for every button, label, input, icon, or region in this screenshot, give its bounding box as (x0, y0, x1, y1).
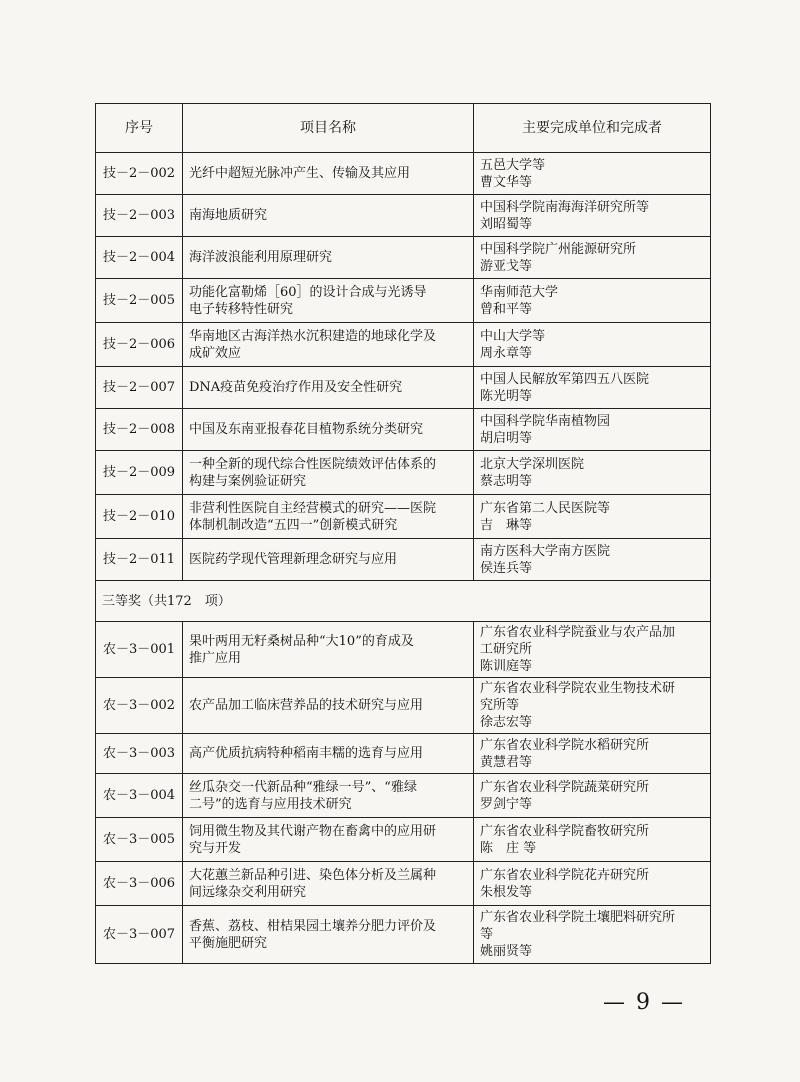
row-unit-and-authors (474, 279, 711, 323)
table-row (96, 539, 711, 581)
unit-line: 蔡志明等 (480, 473, 533, 489)
project-name-line: 成矿效应 (189, 345, 242, 361)
row-project-name (183, 279, 474, 323)
unit-line: 广东省第二人民医院等 (480, 500, 611, 516)
row-project-name (183, 774, 474, 818)
row-project-name (183, 678, 474, 734)
section-title: 三等奖（共172 项） (96, 581, 711, 622)
unit-line: 广东省农业科学院农业生物技术研 (480, 681, 676, 696)
table-row (96, 409, 711, 451)
row-project-name (183, 818, 474, 862)
row-unit-and-authors (474, 678, 711, 734)
unit-line: 南方医科大学南方医院 (480, 543, 611, 559)
table-row (96, 862, 711, 906)
section-row (96, 581, 711, 622)
row-serial: 技－2－010 (96, 495, 183, 539)
unit-line: 广东省农业科学院蔬菜研究所 (480, 779, 650, 795)
row-unit-and-authors (474, 195, 711, 237)
table-row (96, 367, 711, 409)
header-unit-and-authors: 主要完成单位和完成者 (474, 104, 711, 153)
unit-line: 究所等 (480, 698, 520, 713)
header-project-name: 项目名称 (183, 104, 474, 153)
row-serial: 技－2－003 (96, 195, 183, 237)
row-serial: 技－2－008 (96, 409, 183, 451)
table-row (96, 818, 711, 862)
project-name-line: 农产品加工临床营养品的技术研究与应用 (189, 698, 424, 713)
row-project-name (183, 734, 474, 774)
row-serial: 农－3－004 (96, 774, 183, 818)
unit-line: 黄慧君等 (480, 754, 533, 770)
project-name-line: 医院药学现代管理新理念研究与应用 (189, 552, 398, 567)
project-name-line: 体制机制改造“五四一”创新模式研究 (189, 517, 398, 533)
unit-line: 广东省农业科学院花卉研究所 (480, 867, 650, 883)
unit-line: 广东省农业科学院水稻研究所 (480, 737, 650, 753)
unit-line: 广东省农业科学院畜牧研究所 (480, 823, 650, 839)
unit-line: 陈 庄 等 (480, 840, 537, 856)
row-serial: 技－2－006 (96, 323, 183, 367)
row-project-name (183, 195, 474, 237)
project-name-line: 推广应用 (189, 650, 242, 666)
project-name-line: 香蕉、荔枝、柑桔果园土壤养分肥力评价及 (189, 918, 437, 934)
unit-line: 曾和平等 (480, 301, 533, 317)
row-serial: 农－3－006 (96, 862, 183, 906)
row-serial: 技－2－005 (96, 279, 183, 323)
row-serial: 农－3－003 (96, 734, 183, 774)
row-project-name (183, 153, 474, 195)
row-serial: 技－2－004 (96, 237, 183, 279)
unit-line: 周永章等 (480, 345, 533, 361)
table-row (96, 153, 711, 195)
row-project-name (183, 409, 474, 451)
project-name-line: 光纤中超短光脉冲产生、传输及其应用 (189, 166, 411, 181)
row-project-name (183, 367, 474, 409)
project-name-line: 中国及东南亚报春花目植物系统分类研究 (189, 422, 424, 437)
row-project-name (183, 862, 474, 906)
unit-line: 吉 琳等 (480, 517, 533, 533)
project-name-line: 果叶两用无籽桑树品种“大10”的育成及 (189, 633, 414, 649)
unit-line: 刘昭蜀等 (480, 216, 533, 232)
table-row (96, 237, 711, 279)
project-name-line: 功能化富勒烯［60］的设计合成与光诱导 (189, 284, 427, 300)
unit-line: 中山大学等 (480, 328, 546, 344)
unit-line: 姚丽贤等 (480, 944, 533, 959)
unit-line: 广东省农业科学院土壤肥料研究所 (480, 910, 676, 925)
table-row (96, 323, 711, 367)
unit-line: 广东省农业科学院蚕业与农产品加 (480, 625, 676, 640)
project-name-line: 饲用微生物及其代谢产物在畜禽中的应用研 (189, 823, 437, 839)
unit-line: 中国人民解放军第四五八医院 (480, 371, 650, 387)
unit-line: 中国科学院华南植物园 (480, 413, 611, 429)
project-name-line: 平衡施肥研究 (189, 935, 268, 951)
row-serial: 技－2－011 (96, 539, 183, 581)
project-name-line: 究与开发 (189, 840, 242, 856)
row-unit-and-authors (474, 237, 711, 279)
unit-line: 陈光明等 (480, 388, 533, 404)
awards-table (95, 103, 711, 964)
unit-line: 中国科学院广州能源研究所 (480, 241, 637, 257)
row-unit-and-authors (474, 153, 711, 195)
project-name-line: 电子转移特性研究 (189, 301, 294, 317)
unit-line: 游亚戈等 (480, 258, 533, 274)
project-name-line: 大花蕙兰新品种引进、染色体分析及兰属种 (189, 867, 437, 883)
project-name-line: 海洋波浪能利用原理研究 (189, 250, 333, 265)
table-row (96, 774, 711, 818)
row-serial: 技－2－007 (96, 367, 183, 409)
row-serial: 农－3－001 (96, 622, 183, 678)
unit-line: 曹文华等 (480, 174, 533, 190)
row-project-name (183, 237, 474, 279)
project-name-line: 华南地区古海洋热水沉积建造的地球化学及 (189, 328, 437, 344)
row-unit-and-authors (474, 323, 711, 367)
unit-line: 工研究所 (480, 642, 533, 657)
row-unit-and-authors (474, 539, 711, 581)
unit-line: 胡启明等 (480, 430, 533, 446)
table-row (96, 622, 711, 678)
table-row (96, 678, 711, 734)
row-serial: 农－3－005 (96, 818, 183, 862)
project-name-line: 一种全新的现代综合性医院绩效评估体系的 (189, 456, 437, 472)
page-number: — 9 — (603, 990, 685, 1015)
row-serial: 农－3－002 (96, 678, 183, 734)
header-serial: 序号 (96, 104, 183, 153)
project-name-line: 构建与案例验证研究 (189, 473, 307, 489)
row-unit-and-authors (474, 451, 711, 495)
project-name-line: 间远缘杂交利用研究 (189, 884, 307, 900)
project-name-line: 丝瓜杂交一代新品种“雅绿一号”、“雅绿 (189, 779, 417, 795)
row-unit-and-authors (474, 818, 711, 862)
row-serial: 技－2－009 (96, 451, 183, 495)
unit-line: 北京大学深圳医院 (480, 456, 585, 472)
project-name-line: 南海地质研究 (189, 208, 268, 223)
table-row (96, 495, 711, 539)
table-row (96, 195, 711, 237)
unit-line: 朱根发等 (480, 884, 533, 900)
table-row (96, 451, 711, 495)
row-project-name (183, 539, 474, 581)
unit-line: 华南师范大学 (480, 284, 559, 300)
row-project-name (183, 622, 474, 678)
row-unit-and-authors (474, 622, 711, 678)
row-project-name (183, 906, 474, 964)
unit-line: 中国科学院南海海洋研究所等 (480, 199, 650, 215)
project-name-line: 二号”的选育与应用技术研究 (189, 796, 352, 812)
row-unit-and-authors (474, 774, 711, 818)
table-row (96, 279, 711, 323)
row-unit-and-authors (474, 862, 711, 906)
unit-line: 侯连兵等 (480, 560, 533, 576)
project-name-line: DNA疫苗免疫治疗作用及安全性研究 (189, 380, 403, 395)
unit-line: 五邑大学等 (480, 157, 546, 173)
table-header-row (96, 104, 711, 153)
unit-line: 徐志宏等 (480, 715, 533, 730)
row-project-name (183, 323, 474, 367)
row-unit-and-authors (474, 734, 711, 774)
unit-line: 罗剑宁等 (480, 796, 533, 812)
row-unit-and-authors (474, 495, 711, 539)
unit-line: 陈训庭等 (480, 659, 533, 674)
row-project-name (183, 451, 474, 495)
table-row (96, 906, 711, 964)
row-unit-and-authors (474, 409, 711, 451)
table-row (96, 734, 711, 774)
project-name-line: 非营利性医院自主经营模式的研究——医院 (189, 500, 437, 516)
row-unit-and-authors (474, 367, 711, 409)
row-serial: 技－2－002 (96, 153, 183, 195)
unit-line: 等 (480, 927, 494, 942)
row-serial: 农－3－007 (96, 906, 183, 964)
table-body (96, 153, 711, 964)
project-name-line: 高产优质抗病特种稻南丰糯的选育与应用 (189, 746, 424, 761)
row-project-name (183, 495, 474, 539)
row-unit-and-authors (474, 906, 711, 964)
